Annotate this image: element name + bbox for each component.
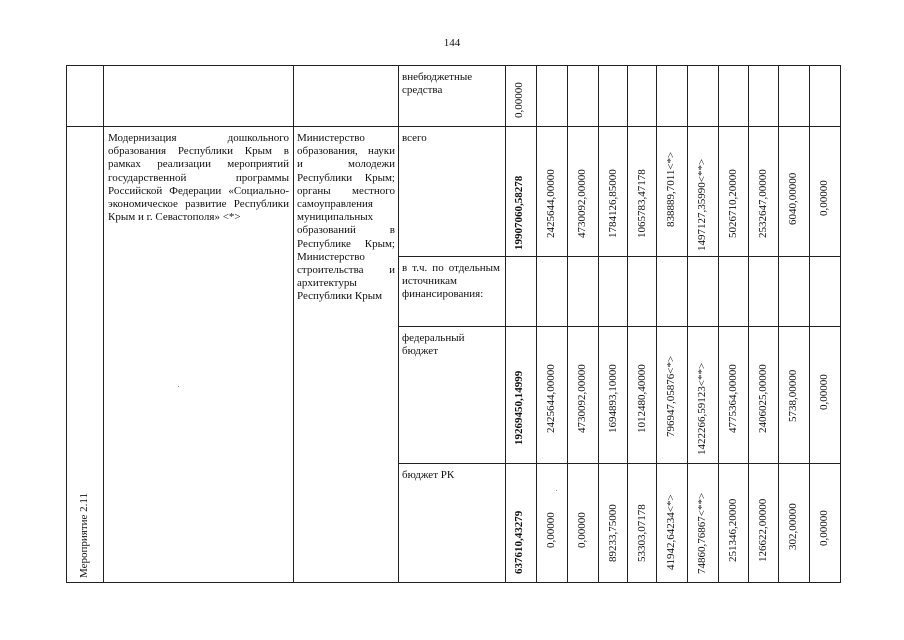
column-separator <box>778 65 779 583</box>
federal-value-cell: 1422266,59123<**> <box>696 362 708 455</box>
rk-value-cell: 251346,20000 <box>727 498 739 562</box>
rk-value-cell: 302,00000 <box>787 503 799 550</box>
total-value-cell: 5026710,20000 <box>727 169 739 238</box>
source-label-federal: федеральный бюджет <box>402 332 465 358</box>
row-separator <box>398 326 841 327</box>
total-value-cell: 1065783,47178 <box>636 169 648 238</box>
page-number: 144 <box>443 37 461 49</box>
total-value-cell: 2425644,00000 <box>545 169 557 238</box>
table-bottom-border <box>66 582 841 583</box>
scan-speck <box>178 386 179 387</box>
rk-value-cell: 74860,76867<**> <box>696 492 708 574</box>
column-separator <box>293 65 294 583</box>
column-separator <box>687 65 688 583</box>
activity-name: Модернизация дошкольного образования Республики Крым в рамках реализации мероприятий государственной программы Российской Федерации «Социально-экономическое развитие Республики Крым и г. Севастополя» <*> <box>108 132 289 224</box>
rk-value-cell: 0,00000 <box>576 512 588 548</box>
source-label-including: в т.ч. по отдельным источникам финансирования: <box>402 262 500 301</box>
federal-value-cell: 4775364,00000 <box>727 364 739 433</box>
rk-value-cell: 41942,64234<*> <box>665 494 677 570</box>
column-separator <box>718 65 719 583</box>
total-value-cell: 4730092,00000 <box>576 169 588 238</box>
federal-value-cell: 2425644,00000 <box>545 364 557 433</box>
federal-value-cell: 5738,00000 <box>787 369 799 422</box>
total-value-cell: 6040,00000 <box>787 172 799 225</box>
column-separator <box>567 65 568 583</box>
column-separator <box>809 65 810 583</box>
activity-executors: Министерство образования, науки и молодежи Республики Крым; органы местного самоуправления муниципальных образований в Республике Крым; Министерство строительства и архитектуры Республики Крым <box>297 132 395 303</box>
federal-value-cell: 796947,05876<*> <box>665 355 677 437</box>
total-value-cell: 1784126,85000 <box>607 169 619 238</box>
total-value-cell: 0,00000 <box>818 180 830 216</box>
total-value-cell: 838889,7011<*> <box>665 151 677 227</box>
row-separator <box>66 126 841 127</box>
rk-value-cell: 89233,75000 <box>607 504 619 562</box>
offbudget-total-value: 0,00000 <box>513 82 525 118</box>
row-separator <box>398 463 841 464</box>
federal-value-cell: 2406025,00000 <box>757 364 769 433</box>
federal-value-cell: 1694893,10000 <box>607 364 619 433</box>
column-separator <box>103 65 104 583</box>
rk-value-cell: 126622,00000 <box>757 498 769 562</box>
activity-code: Мероприятие 2.11 <box>78 492 90 578</box>
column-separator <box>536 65 537 583</box>
total-value-cell: 2532647,00000 <box>757 169 769 238</box>
source-label-offbudget: внебюджетные средства <box>402 71 473 97</box>
column-separator <box>748 65 749 583</box>
federal-value-sum: 19269450,14999 <box>513 370 525 445</box>
table-left-border <box>66 65 67 583</box>
rk-value-cell: 0,00000 <box>818 510 830 546</box>
source-label-total: всего <box>402 132 427 144</box>
column-separator <box>627 65 628 583</box>
total-value-cell: 1497127,35990<**> <box>696 158 708 251</box>
column-separator <box>598 65 599 583</box>
federal-value-cell: 1012480,40000 <box>636 364 648 433</box>
column-separator <box>656 65 657 583</box>
row-separator <box>398 256 841 257</box>
federal-value-cell: 0,00000 <box>818 374 830 410</box>
table-right-border <box>840 65 841 583</box>
federal-value-cell: 4730092,00000 <box>576 364 588 433</box>
source-label-rk: бюджет РК <box>402 469 455 481</box>
column-separator <box>398 65 399 583</box>
rk-value-cell: 0,00000 <box>545 512 557 548</box>
rk-value-sum: 637610,43279 <box>513 510 525 574</box>
total-value-sum: 19907060,58278 <box>513 175 525 250</box>
column-separator <box>505 65 506 583</box>
scan-speck <box>556 490 557 491</box>
rk-value-cell: 53303,07178 <box>636 504 648 562</box>
table-top-border <box>66 65 841 66</box>
